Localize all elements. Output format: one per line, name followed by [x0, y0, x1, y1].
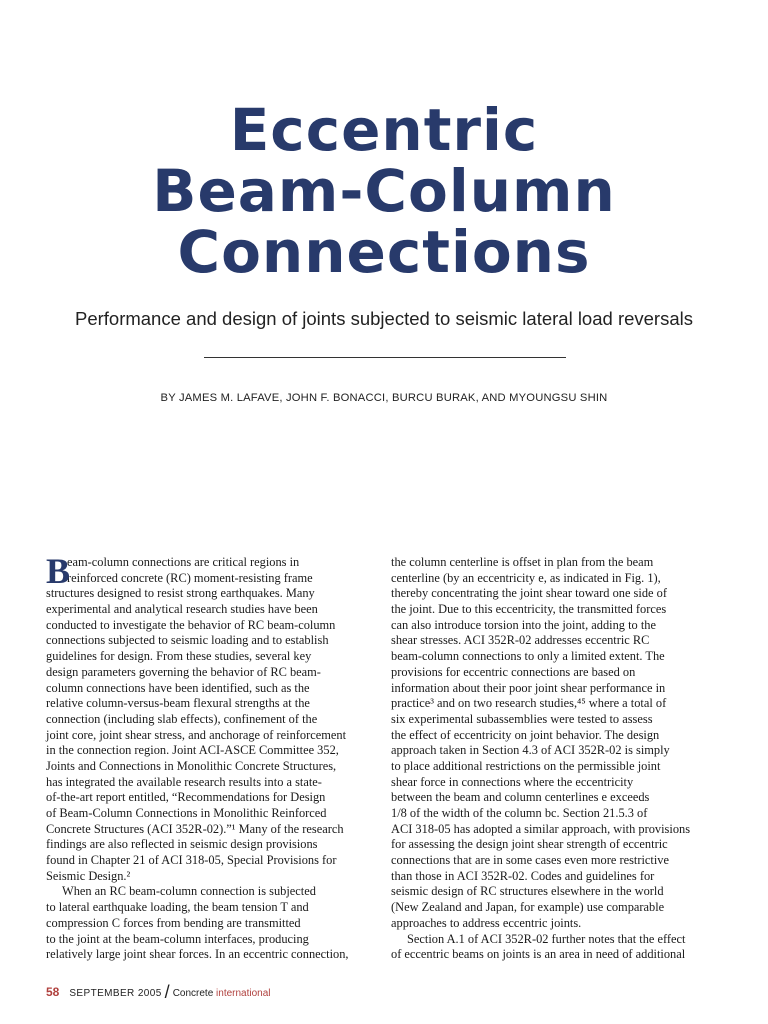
text-line: of Beam-Column Connections in Monolithic Reinforced — [46, 806, 327, 820]
text-line: to the joint at the beam-column interfaces, producing — [46, 931, 309, 946]
text-line: the effect of eccentricity on joint behavior. The design — [391, 727, 660, 742]
text-line: approach taken in Section 4.3 of ACI 352R-02 is simply — [391, 743, 670, 758]
publication-name: Concrete — [172, 988, 214, 999]
text-line: thereby concentrating the joint shear toward one side of — [391, 586, 667, 601]
text-line: relative column-versus-beam flexural strengths at the — [46, 696, 310, 711]
text-line: connections subjected to seismic loading and to establish — [46, 633, 329, 648]
text-line: found in Chapter 21 of ACI 318-05, Special Provisions for — [46, 853, 337, 868]
text-line: in the connection region. Joint ACI-ASCE Committee 352, — [46, 743, 339, 758]
text-line: findings are also reflected in seismic design provisions — [46, 837, 318, 852]
text-line: guidelines for design. From these studies, several key — [46, 649, 312, 664]
text-line: joint core, joint shear stress, and anchorage of reinforcement — [46, 727, 347, 742]
text-line: experimental and analytical research studies have been — [46, 602, 318, 617]
footer-slash: / — [164, 982, 170, 1002]
text-line: Seismic Design.² — [46, 868, 131, 883]
title-line: Beam-Column — [152, 157, 616, 225]
text-line: to lateral earthquake loading, the beam tension T and — [46, 900, 309, 915]
page-number: 58 — [46, 985, 60, 999]
text-line: the joint. Due to this eccentricity, the transmitted forces — [391, 602, 667, 617]
text-line: beam-column connections to only a limited extent. The — [391, 649, 665, 664]
title-line: Eccentric — [229, 96, 539, 164]
text-line: conducted to investigate the behavior of RC beam-column — [46, 617, 336, 632]
article-title — [0, 96, 768, 286]
text-line: Section A.1 of ACI 352R-02 further notes that the effect — [407, 931, 686, 946]
text-line: of-the-art report entitled, “Recommendations for Design — [46, 790, 326, 805]
text-line: 1/8 of the width of the column bc. Section 21.5.3 of — [391, 806, 648, 820]
text-line: for assessing the design joint shear strength of eccentric — [391, 837, 668, 852]
page-footer — [46, 982, 271, 1003]
text-line: design parameters governing the behavior of RC beam- — [46, 664, 321, 679]
text-line: connections that are in some cases even more restrictive — [391, 853, 669, 868]
text-line: (New Zealand and Japan, for example) use comparable — [391, 900, 665, 915]
issue-date: SEPTEMBER 2005 — [69, 988, 162, 999]
text-line: of eccentric beams on joints is an area in need of additional — [391, 947, 686, 962]
text-line: six experimental subassemblies were tested to assess — [391, 711, 653, 726]
text-line: Concrete Structures (ACI 352R-02).”¹ Many of the research — [46, 821, 344, 836]
drop-cap: B — [46, 551, 71, 591]
publication-name-suffix: international — [216, 988, 271, 999]
text-line: seismic design of RC structures elsewhere in the world — [391, 884, 664, 899]
text-line: has integrated the available research results into a state- — [46, 774, 322, 789]
right-column — [391, 555, 719, 963]
text-line: can also introduce torsion into the joint, adding to the — [391, 617, 656, 632]
text-line: When an RC beam-column connection is subjected — [62, 884, 316, 899]
text-line: the column centerline is offset in plan from the beam — [391, 555, 654, 569]
text-line: eam-column connections are critical regions in — [67, 555, 300, 569]
text-line: connection (including slab effects), confinement of the — [46, 711, 318, 726]
article-subtitle: Performance and design of joints subjected to seismic lateral load reversals — [74, 308, 693, 329]
text-line: between the beam and column centerlines e exceeds — [391, 790, 650, 805]
text-line: relatively large joint shear forces. In an eccentric connection, — [46, 947, 349, 962]
text-line: structures designed to resist strong earthquakes. Many — [46, 586, 315, 601]
left-column — [46, 551, 378, 963]
author-byline: BY JAMES M. LAFAVE, JOHN F. BONACCI, BURCU BURAK, AND MYOUNGSU SHIN — [160, 392, 608, 404]
text-line: shear stresses. ACI 352R-02 addresses eccentric RC — [391, 633, 650, 648]
text-line: reinforced concrete (RC) moment-resisting frame — [67, 570, 313, 585]
text-line: than those in ACI 352R-02. Codes and guidelines for — [391, 868, 655, 883]
text-line: provisions for eccentric connections are based on — [391, 664, 636, 679]
text-line: compression C forces from bending are transmitted — [46, 915, 301, 930]
text-line: ACI 318-05 has adopted a similar approach, with provisions — [391, 821, 691, 836]
text-line: practice³ and on two research studies,⁴⁵ where a total of — [391, 696, 667, 711]
text-line: approaches to address eccentric joints. — [391, 915, 582, 930]
text-line: shear force in connections where the eccentricity — [391, 774, 634, 789]
title-line: Connections — [177, 218, 591, 286]
text-line: information about their poor joint shear performance in — [391, 680, 666, 695]
text-line: Joints and Connections in Monolithic Concrete Structures, — [46, 758, 337, 773]
text-line: column connections have been identified, such as the — [46, 680, 310, 695]
text-line: to place additional restrictions on the permissible joint — [391, 758, 661, 773]
text-line: centerline (by an eccentricity e, as indicated in Fig. 1), — [391, 570, 661, 585]
divider-rule — [204, 357, 566, 358]
